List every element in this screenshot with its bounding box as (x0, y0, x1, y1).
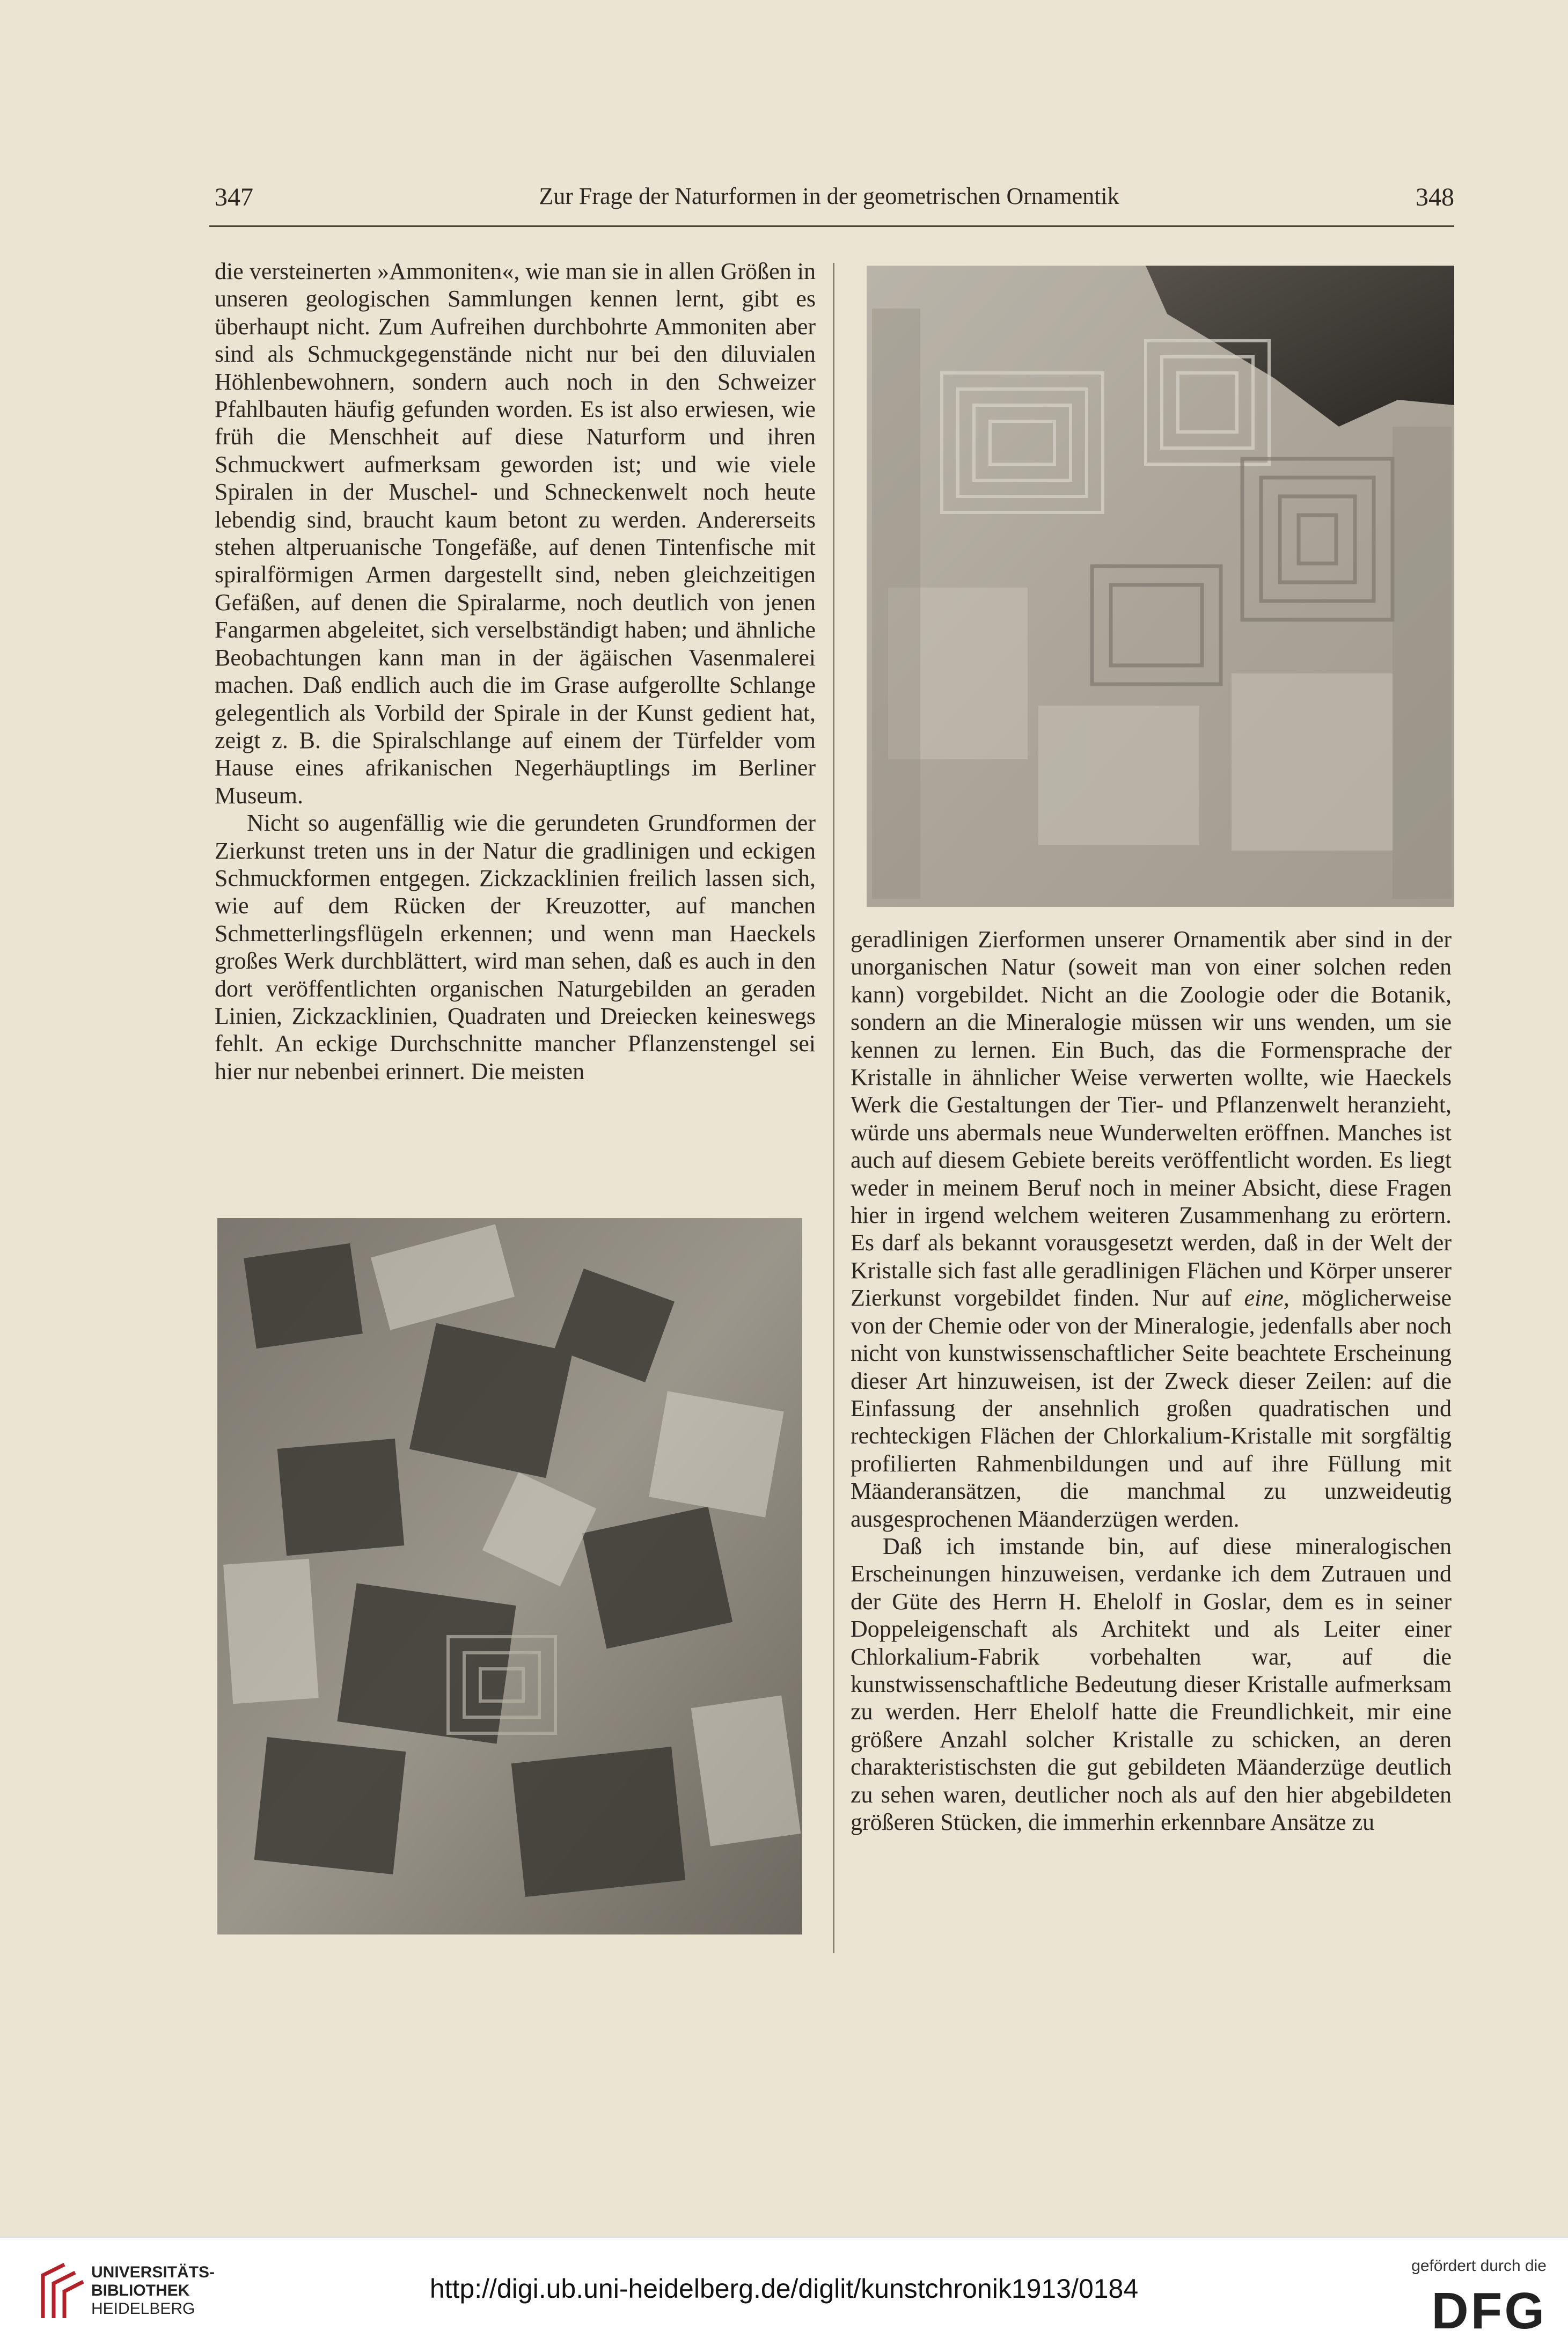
crystal-photograph-top (867, 266, 1454, 907)
running-head (204, 182, 1454, 225)
dfg-logo: DFG (1431, 2282, 1547, 2340)
library-name-line1: UNIVERSITÄTS- (91, 2263, 215, 2281)
column-divider (833, 263, 834, 1953)
header-rule (209, 225, 1454, 227)
crystal-image-top (867, 266, 1454, 907)
right-paragraph-1 (851, 926, 1452, 1533)
page-number-left: 347 (215, 183, 253, 211)
right-paragraph-2: Daß ich imstande bin, auf diese mineralogischen Erscheinungen hinzuweisen, verdanke ich dem Zutrauen und der Güte des Herrn H. Ehelolf in Goslar, dem es in seiner Doppeleigenschaft als Architekt und als Leiter einer Chlorkalium-Fabrik vorbehalten war, auf die kunstwissenschaftliche Bedeutung dieser Kristalle aufmerksam zu werden. Herr Ehelolf hatte die Freundlichkeit, mir eine größere Anzahl solcher Kristalle zu schicken, an deren charakteristischsten die gut gebildeten Mäanderzüge deutlich zu sehen waren, deutlicher noch als auf den hier abgebildeten größeren Stücken, die immerhin erkennbare Ansätze zu (851, 1533, 1452, 1835)
funded-by-label: gefördert durch die (1411, 2257, 1547, 2275)
digitization-footer (0, 2237, 1568, 2345)
left-paragraph-1: die versteinerten »Ammoniten«, wie man sie in allen Größen in unseren geologischen Sammlungen kennen lernt, gibt es überhaupt nicht. Zum Aufreihen durchbohrte Ammoniten aber sind als Schmuckgegenstände nicht nur bei den diluvialen Höhlenbewohnern, sondern auch noch in den Schweizer Pfahlbauten häufig gefunden worden. Es ist also erwiesen, wie früh die Menschheit auf diese Naturform und ihren Schmuckwert aufmerksam geworden ist; und wie viele Spiralen in der Muschel- und Schneckenwelt noch heute lebendig sind, braucht kaum betont zu werden. Andererseits stehen altperuanische Tongefäße, auf denen Tintenfische mit spiralförmigen Armen dargestellt sind, neben gleichzeitigen Gefäßen, auf denen die Spiralarme, noch deutlich von jenen Fangarmen abgeleitet, sich verselbständigt haben; und ähnliche Beobachtungen kann man in der ägäischen Vasenmalerei machen. Daß endlich auch die im Grase aufgerollte Schlange gelegentlich als Vorbild der Spirale in der Kunst gedient hat, zeigt z. B. die Spiralschlange auf einem der Türfelder vom Hause eines afrikanischen Negerhäuptlings im Berliner Museum. (215, 258, 816, 809)
page-number-right: 348 (1416, 183, 1454, 211)
library-name-line3: HEIDELBERG (91, 2300, 195, 2318)
source-url[interactable]: http://digi.ub.uni-heidelberg.de/diglit/kunstchronik1913/0184 (429, 2274, 1139, 2304)
library-name-line2: BIBLIOTHEK (91, 2282, 190, 2299)
crystal-image-bottom (217, 1218, 802, 1934)
running-title: Zur Frage der Naturformen in der geometrischen Ornamentik (539, 183, 1119, 209)
right-paragraph-1-end: möglicherweise von der Chemie oder von der Mineralogie, jedenfalls aber noch nicht von kunstwissenschaftlicher Seite beachtete Erscheinung dieser Art hinzuweisen, ist der Zweck dieser Zeilen: auf die Einfassung der ansehnlich großen quadratischen und rechteckigen Flächen der Chlorkalium-Kristalle mit sorgfältig profilierten Rahmenbildungen und auf ihre Füllung mit Mäanderansätzen, die manchmal zu unzweideutig ausgesprochenen Mäanderzügen werden. (851, 1285, 1452, 1532)
left-paragraph-2: Nicht so augenfällig wie die gerundeten Grundformen der Zierkunst treten uns in der Natur die gradlinigen und eckigen Schmuckformen entgegen. Zickzacklinien freilich lassen sich, wie auf dem Rücken der Kreuzotter, auf manchen Schmetterlingsflügeln erkennen; und wenn man Haeckels großes Werk durchblättert, wird man sehen, daß es auch in den dort veröffentlichten organischen Naturgebilden an geraden Linien, Zickzacklinien, Quadraten und Dreiecken keineswegs fehlt. An eckige Durchschnitte mancher Pflanzenstengel sei hier nur nebenbei erinnert. Die meisten (215, 810, 816, 1084)
crystal-photograph-bottom (217, 1218, 802, 1934)
right-column-text (851, 926, 1452, 1836)
emphasis-eine: eine, (1244, 1285, 1289, 1311)
right-paragraph-1-start: geradlinigen Zierformen unserer Ornamentik aber sind in der unorganischen Natur (soweit man von einer solchen reden kann) vorgebildet. Nicht an die Zoologie oder die Botanik, sondern an die Mineralogie müssen wir uns wenden, um sie kennen zu lernen. Ein Buch, das die Formensprache der Kristalle in ähnlicher Weise verwerten wollte, wie Haeckels Werk die Gestaltungen der Tier- und Pflanzenwelt heranzieht, würde uns abermals neue Wunderwelten eröffnen. Manches ist auch auf diesem Gebiete bereits veröffentlicht worden. Es liegt weder in meinem Beruf noch in meiner Absicht, diese Fragen hier in irgend welchem weiteren Zusammenhang zu erörtern. Es darf als bekannt vorausgesetzt werden, daß in der Welt der Kristalle sich fast alle geradlinigen Flächen und Körper unserer Zierkunst vorgebildet finden. Nur auf (851, 926, 1452, 1311)
left-column-text (215, 258, 816, 1085)
